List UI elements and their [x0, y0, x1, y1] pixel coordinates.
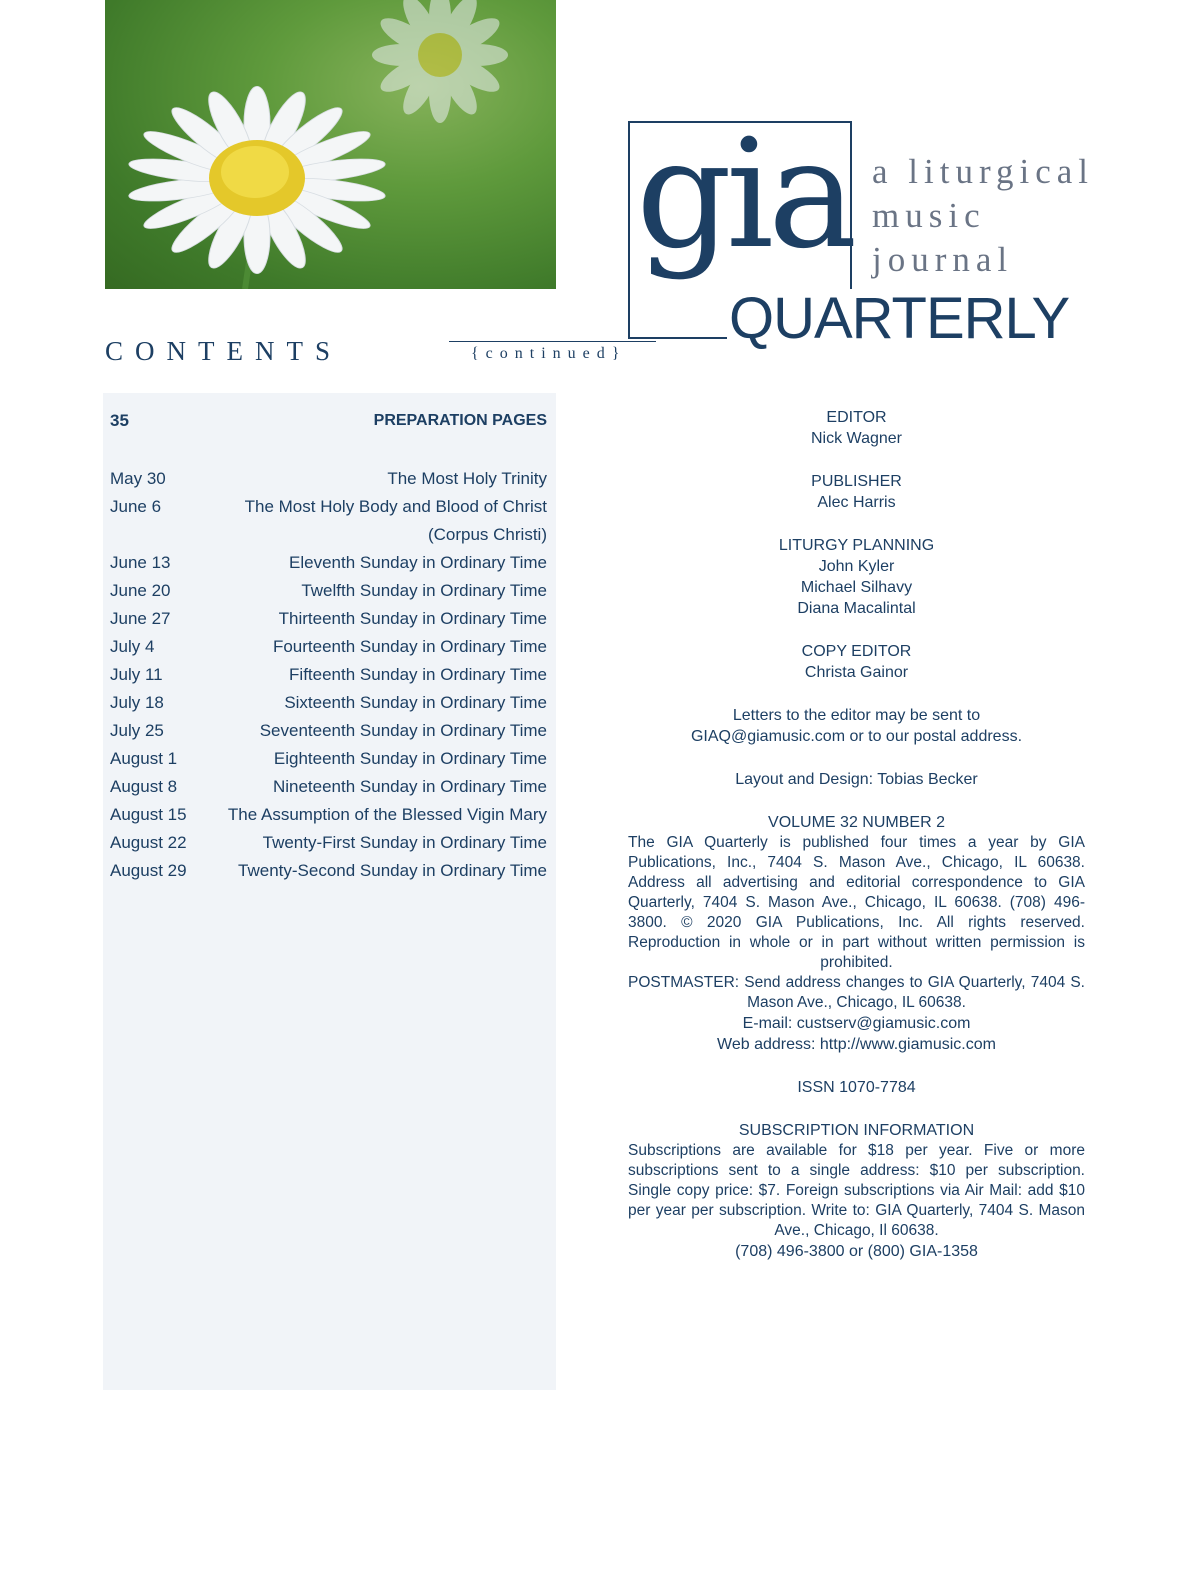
toc-date: July 11 [110, 665, 163, 684]
logo-gia: gia [636, 108, 852, 282]
daisy-photo [105, 0, 556, 289]
toc-row [110, 633, 547, 661]
toc-title: Seventeenth Sunday in Ordinary Time [259, 721, 547, 740]
email-line: E-mail: custserv@giamusic.com [742, 1015, 971, 1032]
publisher-name: Alec Harris [817, 494, 896, 511]
daisy-illustration [105, 0, 556, 289]
toc-panel [103, 393, 556, 1390]
section-title: PREPARATION PAGES [373, 412, 547, 429]
toc-date: August 8 [110, 777, 178, 796]
logo-quarterly: QUARTERLY [729, 286, 1070, 351]
toc-row [110, 493, 547, 521]
issn: ISSN 1070-7784 [797, 1079, 916, 1096]
toc-row [110, 745, 547, 773]
toc-date: August 1 [110, 749, 178, 768]
toc-title: Thirteenth Sunday in Ordinary Time [278, 609, 547, 628]
editor-name: Nick Wagner [811, 430, 902, 447]
liturgy-block [628, 535, 1085, 619]
publication-block [628, 812, 1085, 1055]
letters-line: Letters to the editor may be sent to [732, 707, 981, 724]
tagline-line: music [872, 196, 986, 235]
logo-tagline [872, 150, 1094, 282]
subscription-phone: (708) 496-3800 or (800) GIA-1358 [735, 1243, 978, 1260]
toc-date: June 20 [110, 581, 171, 600]
toc-title: Nineteenth Sunday in Ordinary Time [272, 777, 547, 796]
toc-title: Fourteenth Sunday in Ordinary Time [272, 637, 547, 656]
toc-title: Sixteenth Sunday in Ordinary Time [284, 693, 547, 712]
copy-editor-label: COPY EDITOR [801, 643, 912, 660]
toc-row [110, 801, 547, 829]
publisher-label: PUBLISHER [811, 473, 902, 490]
masthead [628, 407, 1085, 1284]
toc-date [110, 521, 220, 549]
volume-number: VOLUME 32 NUMBER 2 [768, 814, 945, 831]
postmaster-text: POSTMASTER: Send address changes to GIA Quarterly, 7404 S. Mason Ave., Chicago, IL 60638. [628, 974, 1085, 1011]
section-page-number: 35 [110, 411, 129, 430]
toc-list [110, 465, 547, 885]
liturgy-name: Michael Silhavy [800, 579, 913, 596]
toc-row [110, 857, 547, 885]
contents-continued: {continued} [471, 345, 627, 362]
toc-row [110, 829, 547, 857]
toc-date: June 13 [110, 553, 171, 572]
publisher-block [628, 471, 1085, 513]
toc-date: August 29 [110, 861, 187, 880]
toc-row [110, 605, 547, 633]
tagline-line: a liturgical [872, 152, 1094, 191]
toc-date: June 6 [110, 497, 162, 516]
toc-date: July 18 [110, 693, 164, 712]
toc-date: July 4 [110, 637, 155, 656]
toc-row [110, 689, 547, 717]
subscription-text: Subscriptions are available for $18 per year. Five or more subscriptions sent to a single address: $10 per subscription. Single copy price: $7. Foreign subscriptions via Air Mail: add $10 per year per subscription. Write to: GIA Quarterly, 7404 S. Mason Ave., Chicago, Il 60638. [628, 1142, 1085, 1239]
toc-title: The Assumption of the Blessed Vigin Mary [227, 805, 547, 824]
toc-title: Twenty-Second Sunday in Ordinary Time [238, 861, 547, 880]
toc-title: The Most Holy Body and Blood of Christ [244, 497, 547, 516]
web-line: Web address: http://www.giamusic.com [717, 1036, 996, 1053]
layout-credit: Layout and Design: Tobias Becker [735, 771, 978, 788]
contents-heading [105, 336, 627, 376]
toc-date: May 30 [110, 469, 166, 488]
toc-title: Twenty-First Sunday in Ordinary Time [262, 833, 547, 852]
toc-date: August 15 [110, 805, 187, 824]
editor-label: EDITOR [826, 409, 887, 426]
toc-row [110, 465, 547, 493]
toc-row [110, 521, 547, 549]
liturgy-label: LITURGY PLANNING [778, 537, 935, 554]
toc-date: July 25 [110, 721, 164, 740]
toc-title: Eleventh Sunday in Ordinary Time [289, 553, 547, 572]
publication-text: The GIA Quarterly is published four times a year by GIA Publications, Inc., 7404 S. Mason Ave., Chicago, IL 60638. Address all advertising and editorial correspondence to GIA Quarterly, 7404 S. Mason Ave., Chicago, IL 60638. (708) 496-3800. © 2020 GIA Publications, Inc. All rights reserved. Reproduction in whole or in part without written permission is prohibited. [628, 834, 1085, 971]
editor-block [628, 407, 1085, 449]
subscription-block [628, 1120, 1085, 1262]
toc-title: Eighteenth Sunday in Ordinary Time [273, 749, 547, 768]
letters-block [628, 705, 1085, 747]
toc-row [110, 717, 547, 745]
subscription-label: SUBSCRIPTION INFORMATION [738, 1122, 975, 1139]
letters-line: GIAQ@giamusic.com or to our postal address. [690, 728, 1023, 745]
contents-rule [449, 341, 656, 342]
toc-row [110, 577, 547, 605]
toc-row [110, 773, 547, 801]
toc-title: The Most Holy Trinity [387, 469, 547, 488]
toc-title: (Corpus Christi) [427, 525, 547, 544]
toc-title: Twelfth Sunday in Ordinary Time [301, 581, 547, 600]
liturgy-name: Diana Macalintal [797, 600, 916, 617]
toc-date: August 22 [110, 833, 187, 852]
toc-title: Fifteenth Sunday in Ordinary Time [289, 665, 547, 684]
tagline-line: journal [872, 240, 1014, 279]
liturgy-name: John Kyler [818, 558, 895, 575]
copy-editor-name: Christa Gainor [804, 664, 909, 681]
toc-row [110, 549, 547, 577]
toc-date: June 27 [110, 609, 171, 628]
contents-title: CONTENTS [105, 336, 342, 366]
toc-row [110, 661, 547, 689]
copy-editor-block [628, 641, 1085, 683]
